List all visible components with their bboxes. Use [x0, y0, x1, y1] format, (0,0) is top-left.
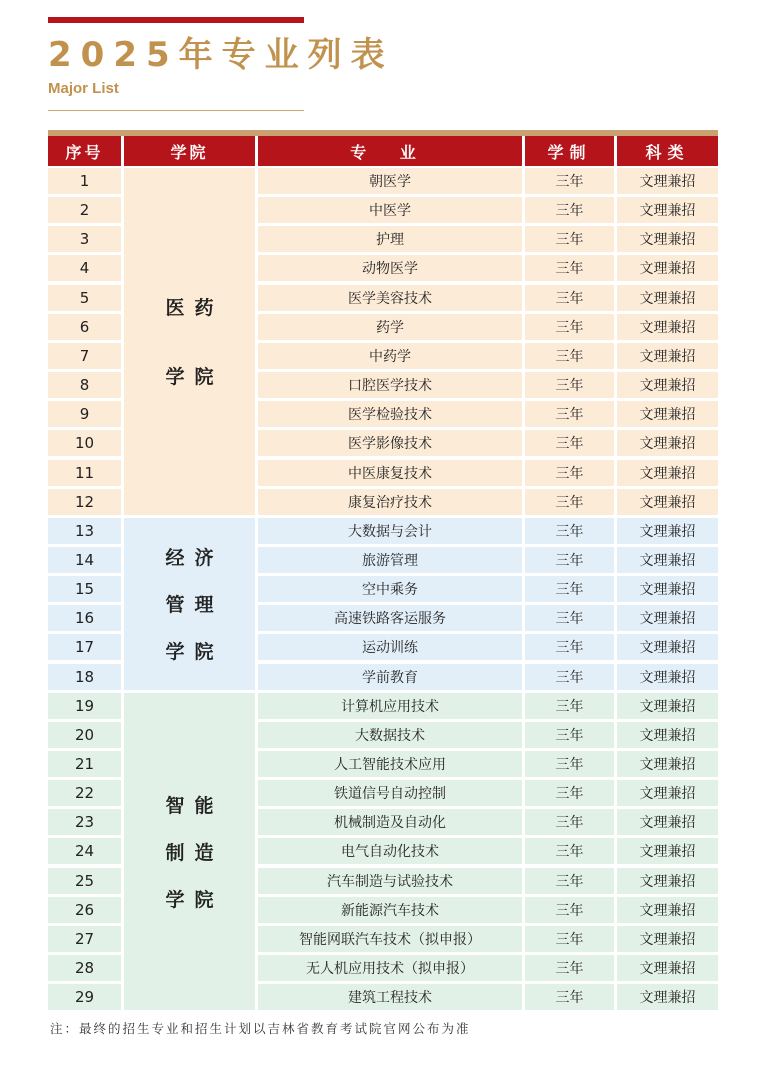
- college-name-cell: [124, 518, 255, 690]
- row-category: 文理兼招: [617, 693, 718, 719]
- row-seq: 5: [48, 285, 121, 311]
- column-header-duration: 学制: [525, 136, 614, 166]
- row-category: 文理兼招: [617, 751, 718, 777]
- row-seq: 8: [48, 372, 121, 398]
- row-duration: 三年: [525, 809, 614, 835]
- college-name-line: 经济: [165, 547, 224, 570]
- row-major: 口腔医学技术: [258, 372, 522, 398]
- row-category: 文理兼招: [617, 518, 718, 544]
- row-category: 文理兼招: [617, 605, 718, 631]
- row-major: 智能网联汽车技术（拟申报）: [258, 926, 522, 952]
- column-header-category: 科类: [617, 136, 718, 166]
- row-category: 文理兼招: [617, 168, 718, 194]
- row-major: 运动训练: [258, 634, 522, 660]
- row-category: 文理兼招: [617, 547, 718, 573]
- row-seq: 12: [48, 489, 121, 515]
- college-name-line: 智能: [165, 794, 224, 817]
- row-category: 文理兼招: [617, 255, 718, 281]
- row-major: 护理: [258, 226, 522, 252]
- row-category: 文理兼招: [617, 634, 718, 660]
- row-duration: 三年: [525, 197, 614, 223]
- row-category: 文理兼招: [617, 955, 718, 981]
- row-seq: 6: [48, 314, 121, 340]
- row-major: 建筑工程技术: [258, 984, 522, 1010]
- row-seq: 25: [48, 868, 121, 894]
- row-major: 电气自动化技术: [258, 838, 522, 864]
- row-category: 文理兼招: [617, 809, 718, 835]
- row-category: 文理兼招: [617, 197, 718, 223]
- row-category: 文理兼招: [617, 926, 718, 952]
- college-name-cell: [124, 168, 255, 515]
- row-seq: 23: [48, 809, 121, 835]
- row-category: 文理兼招: [617, 314, 718, 340]
- row-seq: 20: [48, 722, 121, 748]
- row-seq: 10: [48, 430, 121, 456]
- row-major: 中医学: [258, 197, 522, 223]
- row-major: 无人机应用技术（拟申报）: [258, 955, 522, 981]
- row-seq: 14: [48, 547, 121, 573]
- row-category: 文理兼招: [617, 226, 718, 252]
- row-seq: 29: [48, 984, 121, 1010]
- row-duration: 三年: [525, 751, 614, 777]
- row-category: 文理兼招: [617, 460, 718, 486]
- row-category: 文理兼招: [617, 984, 718, 1010]
- row-major: 朝医学: [258, 168, 522, 194]
- row-seq: 26: [48, 897, 121, 923]
- row-duration: 三年: [525, 693, 614, 719]
- page-subtitle: Major List: [48, 80, 119, 97]
- row-duration: 三年: [525, 460, 614, 486]
- row-major: 新能源汽车技术: [258, 897, 522, 923]
- row-duration: 三年: [525, 664, 614, 690]
- row-duration: 三年: [525, 955, 614, 981]
- title-divider: [48, 110, 304, 111]
- row-major: 药学: [258, 314, 522, 340]
- row-category: 文理兼招: [617, 343, 718, 369]
- row-seq: 7: [48, 343, 121, 369]
- row-category: 文理兼招: [617, 430, 718, 456]
- row-major: 康复治疗技术: [258, 489, 522, 515]
- row-major: 医学检验技术: [258, 401, 522, 427]
- row-duration: 三年: [525, 722, 614, 748]
- row-major: 动物医学: [258, 255, 522, 281]
- row-duration: 三年: [525, 547, 614, 573]
- row-major: 计算机应用技术: [258, 693, 522, 719]
- row-duration: 三年: [525, 576, 614, 602]
- row-seq: 24: [48, 838, 121, 864]
- row-category: 文理兼招: [617, 722, 718, 748]
- row-seq: 27: [48, 926, 121, 952]
- row-category: 文理兼招: [617, 489, 718, 515]
- college-name-line: 学院: [165, 366, 224, 389]
- row-seq: 19: [48, 693, 121, 719]
- row-duration: 三年: [525, 285, 614, 311]
- college-name-line: 管理: [165, 594, 224, 617]
- college-name-line: 学院: [165, 641, 224, 664]
- footnote: 注：最终的招生专业和招生计划以吉林省教育考试院官网公布为准: [50, 1021, 471, 1036]
- row-duration: 三年: [525, 780, 614, 806]
- column-header-college: 学院: [124, 136, 255, 166]
- row-seq: 2: [48, 197, 121, 223]
- row-major: 中医康复技术: [258, 460, 522, 486]
- row-duration: 三年: [525, 343, 614, 369]
- row-major: 大数据技术: [258, 722, 522, 748]
- column-header-major: 专 业: [258, 136, 522, 166]
- college-name-line: 制造: [165, 841, 224, 864]
- row-seq: 18: [48, 664, 121, 690]
- row-duration: 三年: [525, 372, 614, 398]
- row-duration: 三年: [525, 401, 614, 427]
- row-major: 中药学: [258, 343, 522, 369]
- row-seq: 28: [48, 955, 121, 981]
- row-major: 大数据与会计: [258, 518, 522, 544]
- row-duration: 三年: [525, 226, 614, 252]
- row-category: 文理兼招: [617, 780, 718, 806]
- row-seq: 4: [48, 255, 121, 281]
- row-category: 文理兼招: [617, 838, 718, 864]
- row-seq: 17: [48, 634, 121, 660]
- row-duration: 三年: [525, 489, 614, 515]
- row-seq: 11: [48, 460, 121, 486]
- row-seq: 15: [48, 576, 121, 602]
- row-major: 汽车制造与试验技术: [258, 868, 522, 894]
- row-major: 高速铁路客运服务: [258, 605, 522, 631]
- row-duration: 三年: [525, 255, 614, 281]
- row-duration: 三年: [525, 518, 614, 544]
- row-major: 旅游管理: [258, 547, 522, 573]
- row-category: 文理兼招: [617, 285, 718, 311]
- page-title: 2025年专业列表: [48, 35, 394, 75]
- row-seq: 22: [48, 780, 121, 806]
- row-duration: 三年: [525, 168, 614, 194]
- column-header-seq: 序号: [48, 136, 121, 166]
- title-accent-bar: [48, 17, 304, 23]
- row-category: 文理兼招: [617, 576, 718, 602]
- row-duration: 三年: [525, 897, 614, 923]
- row-major: 医学美容技术: [258, 285, 522, 311]
- row-category: 文理兼招: [617, 897, 718, 923]
- row-duration: 三年: [525, 868, 614, 894]
- row-category: 文理兼招: [617, 868, 718, 894]
- row-major: 铁道信号自动控制: [258, 780, 522, 806]
- row-major: 人工智能技术应用: [258, 751, 522, 777]
- row-duration: 三年: [525, 430, 614, 456]
- row-category: 文理兼招: [617, 401, 718, 427]
- row-duration: 三年: [525, 838, 614, 864]
- row-seq: 16: [48, 605, 121, 631]
- college-name-line: 学院: [165, 888, 224, 911]
- row-major: 学前教育: [258, 664, 522, 690]
- college-name-line: 医药: [165, 297, 224, 320]
- row-category: 文理兼招: [617, 664, 718, 690]
- college-name-cell: [124, 693, 255, 1011]
- row-duration: 三年: [525, 634, 614, 660]
- row-major: 空中乘务: [258, 576, 522, 602]
- row-duration: 三年: [525, 314, 614, 340]
- row-duration: 三年: [525, 926, 614, 952]
- row-seq: 13: [48, 518, 121, 544]
- row-seq: 3: [48, 226, 121, 252]
- row-seq: 9: [48, 401, 121, 427]
- row-category: 文理兼招: [617, 372, 718, 398]
- row-seq: 1: [48, 168, 121, 194]
- row-major: 机械制造及自动化: [258, 809, 522, 835]
- row-seq: 21: [48, 751, 121, 777]
- row-duration: 三年: [525, 605, 614, 631]
- row-major: 医学影像技术: [258, 430, 522, 456]
- row-duration: 三年: [525, 984, 614, 1010]
